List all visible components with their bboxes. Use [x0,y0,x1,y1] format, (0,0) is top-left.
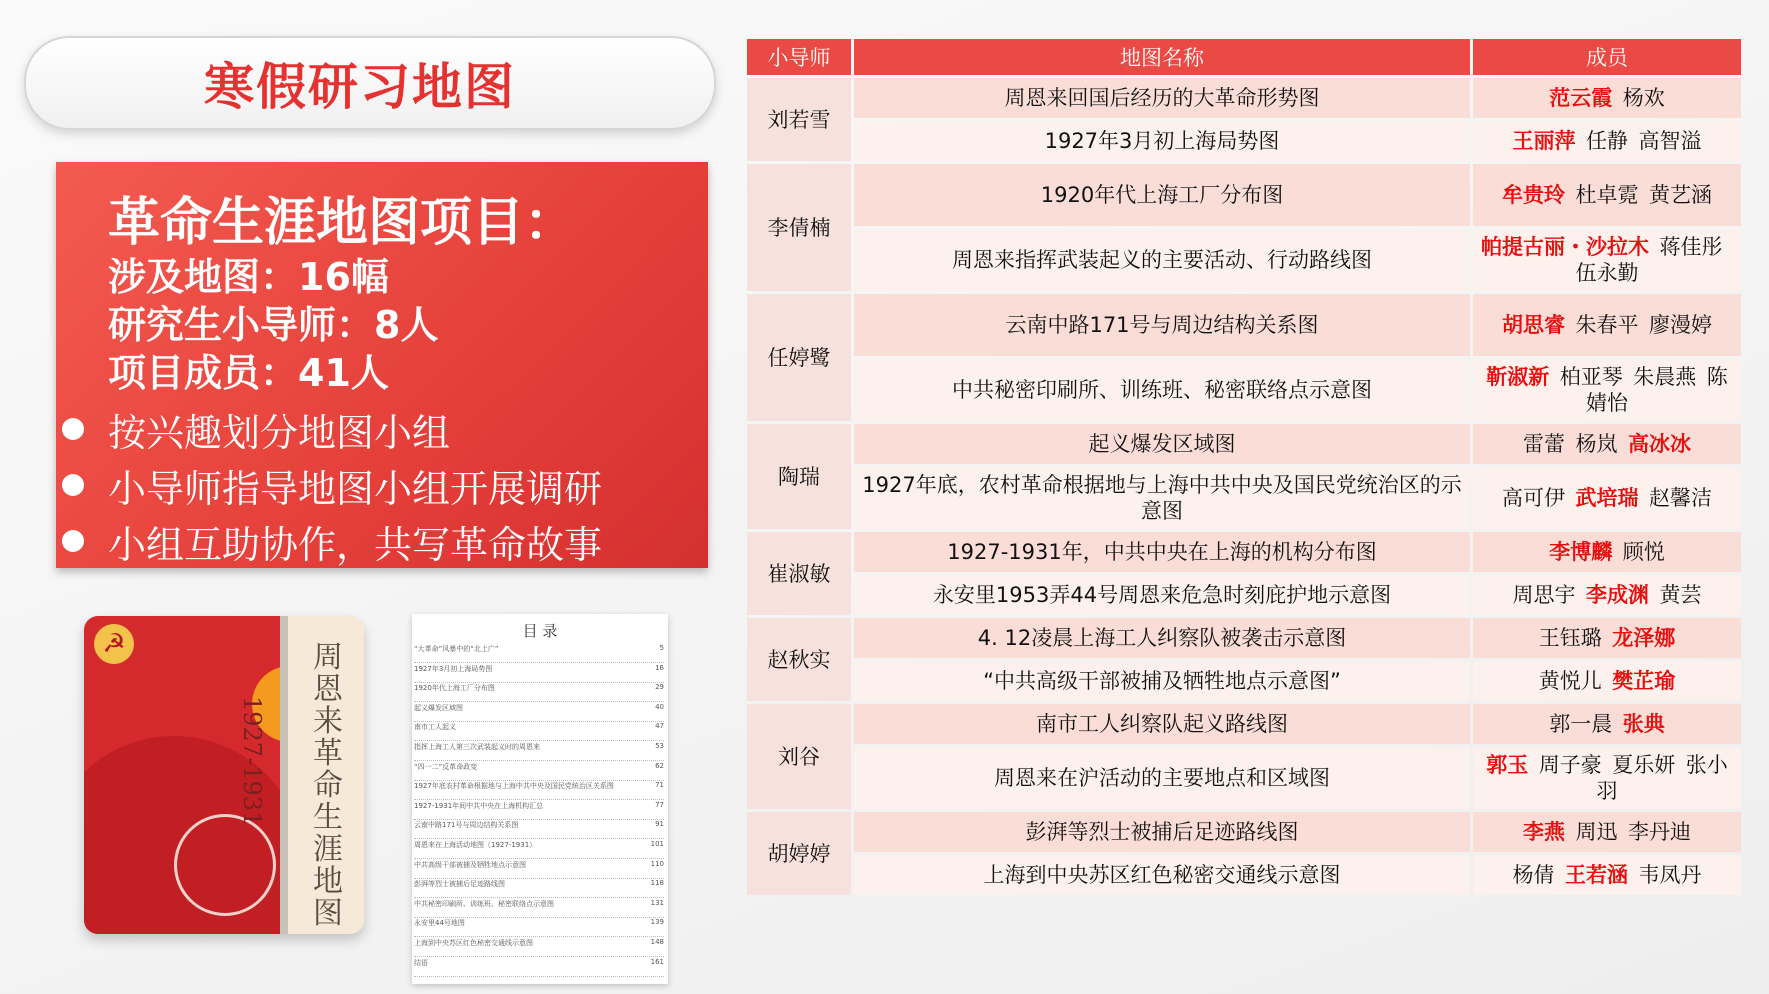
toc-entry [414,644,664,663]
member-leader: 武培瑞 [1575,486,1639,510]
book-title-char: 生 [313,800,343,835]
toc-entry [414,879,664,898]
table-row [747,294,1741,356]
map-name-cell: 周恩来在沪活动的主要地点和区域图 [854,747,1470,809]
toc-entry [414,938,664,957]
toc-entry-text: 1927-1931年间中共中央在上海机构汇总 [414,801,544,810]
toc-entry [414,762,664,781]
toc-entry-text: 中共高级干部被捕及牺牲地点示意图 [414,860,526,869]
member-name: 朱春平 [1575,313,1639,337]
member-name: 王钰璐 [1538,626,1602,650]
toc-entry [414,703,664,722]
map-name-cell: 周恩来回国后经历的大革命形势图 [854,78,1470,118]
member-name: 杨倩 [1512,863,1555,887]
member-leader: 郭玉 [1486,753,1529,777]
tutor-cell: 陶瑞 [747,424,851,529]
toc-entry-text: 上海到中央苏区红色秘密交通线示意图 [414,939,533,947]
project-summary-box [56,162,708,568]
book-title-char: 涯 [313,832,343,867]
toc-entry-text: 起义爆发区域图 [414,703,463,712]
member-name: 陈婧怡 [1586,365,1728,415]
toc-entry [414,683,664,702]
toc-entry-text: 永安里44号地图 [414,919,465,928]
member-name: 郭一晨 [1549,712,1613,736]
map-name-cell: 云南中路171号与周边结构关系图 [854,294,1470,356]
toc-entry [414,801,664,820]
member-name: 周思宇 [1512,583,1576,607]
member-name: 周迅 [1575,820,1618,844]
member-name: 顾悦 [1622,540,1665,564]
members-cell [1473,661,1741,701]
member-name: 廖漫婷 [1649,313,1712,337]
toc-entry [414,742,664,761]
book-title [308,642,348,930]
toc-entry-page: 47 [655,722,664,731]
map-name-cell: 1927-1931年，中共中央在上海的机构分布图 [854,532,1470,572]
party-emblem-icon: ☭ [94,624,134,664]
toc-entry [414,722,664,741]
members-cell [1473,229,1741,291]
toc-entry [414,958,664,977]
tutor-cell: 胡婷婷 [747,812,851,895]
toc-entry-page: 5 [659,644,664,652]
bullet-dot-icon [62,418,84,440]
table-row [747,812,1741,852]
toc-page-image [412,614,668,984]
member-leader: 范云霞 [1549,86,1613,110]
university-seal-icon [174,814,276,916]
book-cover-image [84,616,364,934]
toc-entry-text: “四一二”反革命政变 [414,762,478,771]
table-row [747,661,1741,701]
book-title-char: 恩 [313,672,343,707]
map-name-cell: 1927年3月初上海局势图 [854,121,1470,161]
toc-entry [414,899,664,918]
member-name: 韦凤丹 [1638,863,1702,887]
toc-entry-page: 148 [650,938,664,946]
member-name: 杨岚 [1575,432,1618,456]
tutor-cell: 刘若雪 [747,78,851,161]
toc-entry-page: 161 [650,957,664,966]
header-members: 成员 [1473,39,1741,75]
tutor-cell: 刘谷 [747,704,851,809]
table-row [747,229,1741,291]
member-name: 雷蕾 [1523,432,1565,456]
toc-entry-text: 1927年底农村革命根据地与上海中共中央及国民党统治区关系图 [414,782,614,791]
member-name: 任静 [1586,129,1628,153]
member-name: 杜卓霓 [1575,183,1639,207]
member-name: 黄悦儿 [1538,669,1602,693]
toc-entry [414,860,664,879]
toc-entry-page: 118 [650,879,664,888]
map-name-cell: “中共高级干部被捕及牺牲地点示意图” [854,661,1470,701]
toc-entry-page: 101 [650,840,664,848]
map-name-cell: 1920年代上海工厂分布图 [854,164,1470,226]
toc-entry-text: 指挥上海工人第三次武装起义时的周恩来 [414,743,540,751]
map-name-cell: 1927年底，农村革命根据地与上海中共中央及国民党统治区的示意图 [854,467,1470,529]
members-cell [1473,467,1741,529]
members-cell [1473,575,1741,615]
members-cell [1473,78,1741,118]
maps-count: 涉及地图：16幅 [108,255,389,299]
member-name: 蒋佳彤 [1659,235,1723,259]
toc-entry-page: 53 [655,742,664,750]
table-row [747,575,1741,615]
member-leader: 高冰冰 [1628,432,1691,456]
table-row [747,747,1741,809]
members-cell [1473,747,1741,809]
member-leader: 李成渊 [1586,583,1649,607]
members-cell [1473,618,1741,658]
member-name: 高智溢 [1638,129,1702,153]
map-name-cell: 4. 12凌晨上海工人纠察队被袭击示意图 [854,618,1470,658]
table-row [747,467,1741,529]
tutor-cell: 崔淑敏 [747,532,851,615]
toc-entry-text: 1927年3月初上海局势图 [414,664,493,673]
member-name: 黄艺涵 [1649,183,1712,207]
book-title-char: 来 [313,704,343,739]
members-cell [1473,359,1741,421]
table-row [747,704,1741,744]
member-name: 伍永勤 [1575,261,1639,285]
toc-entry-text: 彭湃等烈士被捕后足迹路线图 [414,880,505,889]
toc-entry-page: 40 [655,702,664,711]
toc-entry [414,664,664,683]
members-cell [1473,704,1741,744]
toc-entry [414,781,664,800]
map-name-cell: 永安里1953弄44号周恩来危急时刻庇护地示意图 [854,575,1470,615]
book-title-char: 周 [313,640,343,675]
member-name: 朱晨燕 [1633,365,1697,389]
book-title-char: 革 [313,736,343,771]
member-leader: 樊芷瑜 [1612,669,1676,693]
project-heading: 革命生涯地图项目： [108,193,577,253]
member-leader: 李燕 [1523,820,1565,844]
member-name: 柏亚琴 [1559,365,1623,389]
member-leader: 帕提古丽・沙拉木 [1481,235,1649,259]
member-leader: 张典 [1622,712,1665,736]
member-name: 高可伊 [1502,486,1565,510]
tutor-cell: 任婷鹭 [747,294,851,421]
toc-entry-page: 71 [655,781,664,790]
table-row [747,359,1741,421]
bullet-text: 按兴趣划分地图小组 [108,411,451,455]
toc-entry [414,840,664,859]
member-leader: 牟贵玲 [1502,183,1565,207]
toc-entry-page: 131 [650,898,664,907]
tutor-cell: 李倩楠 [747,164,851,291]
members-cell [1473,532,1741,572]
toc-entry-text: 中共秘密印刷所、训练班、秘密联络点示意图 [414,899,554,908]
book-years: 1927-1931 [238,696,266,827]
book-title-char: 图 [313,896,343,931]
member-leader: 龙泽娜 [1612,626,1676,650]
members-cell [1473,424,1741,464]
members-cell [1473,294,1741,356]
toc-entry-page: 29 [655,683,664,692]
map-name-cell: 起义爆发区域图 [854,424,1470,464]
header-tutor: 小导师 [747,39,851,75]
toc-heading: 目 录 [522,622,558,640]
bullet-text: 小导师指导地图小组开展调研 [108,467,603,511]
map-name-cell: 周恩来指挥武装起义的主要活动、行动路线图 [854,229,1470,291]
bullet-item [56,458,708,510]
member-leader: 胡思睿 [1502,313,1565,337]
toc-entry-text: 周恩来在上海活动地图（1927-1931） [414,841,537,849]
member-leader: 王丽萍 [1512,129,1576,153]
toc-entry [414,918,664,937]
member-name: 周子豪 [1538,753,1602,777]
member-leader: 李博麟 [1549,540,1613,564]
members-cell [1473,855,1741,895]
tutors-count: 研究生小导师：8人 [108,303,439,347]
table-row [747,532,1741,572]
member-name: 李丹迪 [1628,820,1691,844]
member-leader: 靳淑新 [1486,365,1550,389]
title-banner [24,36,716,130]
toc-entry-page: 77 [655,800,664,809]
toc-entry-page: 16 [655,663,664,672]
toc-entry [414,820,664,839]
member-name: 黄芸 [1659,583,1702,607]
table-row [747,164,1741,226]
toc-entry-page: 62 [655,761,664,770]
book-title-char: 命 [313,768,343,803]
toc-entry-text: 结语 [414,958,428,967]
toc-entry-page: 91 [655,820,664,829]
toc-entry-page: 139 [650,918,664,927]
member-name: 杨欢 [1622,86,1665,110]
header-map-name: 地图名称 [854,39,1470,75]
table-row [747,855,1741,895]
toc-entry-text: 南市工人起义 [414,723,456,732]
book-title-char: 地 [313,864,343,899]
page-title: 寒假研习地图 [204,58,516,116]
member-leader: 王若涵 [1565,863,1628,887]
toc-entry-text: 1920年代上海工厂分布图 [414,684,495,693]
member-name: 张小羽 [1596,753,1728,803]
members-cell [1473,121,1741,161]
map-assignment-table [744,36,1744,954]
member-name: 赵馨洁 [1649,486,1712,510]
members-cell [1473,812,1741,852]
tutor-cell: 赵秋实 [747,618,851,701]
toc-entry-page: 110 [650,859,664,868]
bullet-dot-icon [62,530,84,552]
members-cell [1473,164,1741,226]
table-row [747,424,1741,464]
map-name-cell: 彭湃等烈士被捕后足迹路线图 [854,812,1470,852]
bullet-text: 小组互助协作，共写革命故事 [108,523,603,567]
toc-entry-text: “大革命”风暴中的“北上广” [414,645,499,653]
table-row [747,618,1741,658]
members-count: 项目成员：41人 [108,351,389,395]
bullet-item [56,402,708,454]
table-row [747,78,1741,118]
bullet-dot-icon [62,474,84,496]
member-name: 夏乐妍 [1612,753,1676,777]
table-row [747,121,1741,161]
map-name-cell: 中共秘密印刷所、训练班、秘密联络点示意图 [854,359,1470,421]
map-name-cell: 上海到中央苏区红色秘密交通线示意图 [854,855,1470,895]
toc-entry-text: 云南中路171号与周边结构关系图 [414,821,519,830]
map-name-cell: 南市工人纠察队起义路线图 [854,704,1470,744]
bullet-item [56,514,708,566]
